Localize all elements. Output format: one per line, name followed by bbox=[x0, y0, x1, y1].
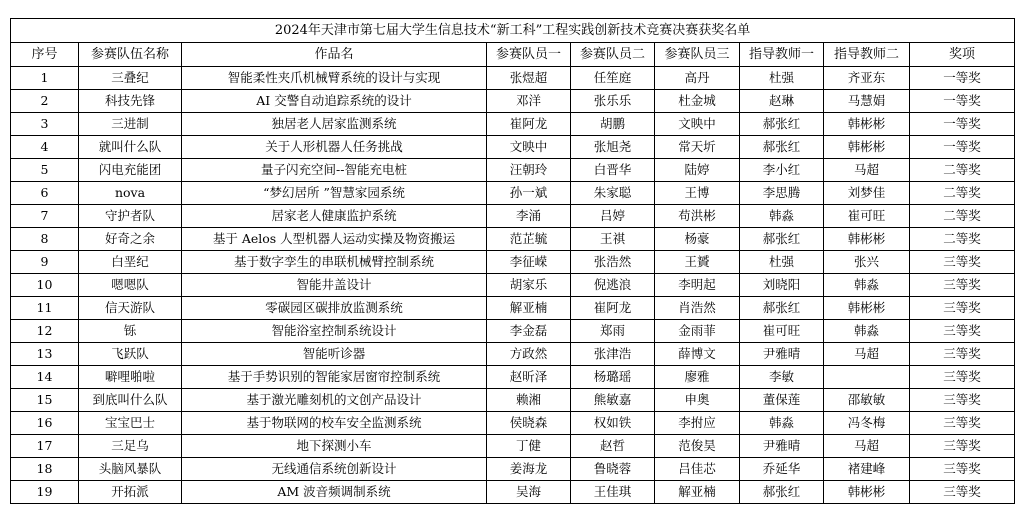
award-cell: 三等奖 bbox=[910, 297, 1015, 320]
advisor-1-cell: 尹雅晴 bbox=[740, 435, 824, 458]
member-1-cell: 赖湘 bbox=[487, 389, 571, 412]
member-3-cell: 王贇 bbox=[655, 251, 740, 274]
table-body bbox=[11, 67, 1015, 504]
index-cell: 8 bbox=[11, 228, 79, 251]
index-cell: 17 bbox=[11, 435, 79, 458]
award-cell: 二等奖 bbox=[910, 182, 1015, 205]
team-name-cell: 宝宝巴士 bbox=[79, 412, 182, 435]
advisor-1-cell: 赵琳 bbox=[740, 90, 824, 113]
work-title-cell: 智能听诊器 bbox=[182, 343, 487, 366]
award-cell: 一等奖 bbox=[910, 90, 1015, 113]
member-2-cell: 张津浩 bbox=[571, 343, 655, 366]
advisor-1-cell: 李思腾 bbox=[740, 182, 824, 205]
member-3-cell: 吕佳芯 bbox=[655, 458, 740, 481]
advisor-1-cell: 尹雅晴 bbox=[740, 343, 824, 366]
work-title-cell: “梦幻居所 ”智慧家园系统 bbox=[182, 182, 487, 205]
member-3-cell: 文映中 bbox=[655, 113, 740, 136]
member-3-cell: 杜金城 bbox=[655, 90, 740, 113]
award-cell: 三等奖 bbox=[910, 274, 1015, 297]
member-1-cell: 孙一斌 bbox=[487, 182, 571, 205]
member-3-cell: 解亚楠 bbox=[655, 481, 740, 504]
advisor-1-cell: 郝张红 bbox=[740, 228, 824, 251]
member-2-cell: 白晋华 bbox=[571, 159, 655, 182]
team-name-cell: 三足乌 bbox=[79, 435, 182, 458]
member-2-cell: 赵哲 bbox=[571, 435, 655, 458]
table-row bbox=[11, 205, 1015, 228]
index-cell: 6 bbox=[11, 182, 79, 205]
advisor-1-cell: 杜强 bbox=[740, 251, 824, 274]
advisor-1-cell: 郝张红 bbox=[740, 113, 824, 136]
column-header-work: 作品名 bbox=[182, 43, 487, 67]
member-2-cell: 倪逃浪 bbox=[571, 274, 655, 297]
member-3-cell: 苟洪彬 bbox=[655, 205, 740, 228]
award-cell: 三等奖 bbox=[910, 435, 1015, 458]
member-2-cell: 熊敏嘉 bbox=[571, 389, 655, 412]
table-row bbox=[11, 458, 1015, 481]
column-header-member-3: 参赛队员三 bbox=[655, 43, 740, 67]
member-3-cell: 范俊昊 bbox=[655, 435, 740, 458]
team-name-cell: 到底叫什么队 bbox=[79, 389, 182, 412]
table-row bbox=[11, 90, 1015, 113]
index-cell: 19 bbox=[11, 481, 79, 504]
team-name-cell: 好奇之余 bbox=[79, 228, 182, 251]
advisor-1-cell: 郝张红 bbox=[740, 297, 824, 320]
advisor-1-cell: 李小红 bbox=[740, 159, 824, 182]
award-cell: 二等奖 bbox=[910, 228, 1015, 251]
member-1-cell: 吴海 bbox=[487, 481, 571, 504]
member-1-cell: 张煜超 bbox=[487, 67, 571, 90]
table-row bbox=[11, 343, 1015, 366]
index-cell: 14 bbox=[11, 366, 79, 389]
member-1-cell: 邓洋 bbox=[487, 90, 571, 113]
index-cell: 7 bbox=[11, 205, 79, 228]
index-cell: 2 bbox=[11, 90, 79, 113]
team-name-cell: 闪电充能团 bbox=[79, 159, 182, 182]
member-3-cell: 薛博文 bbox=[655, 343, 740, 366]
member-3-cell: 李明起 bbox=[655, 274, 740, 297]
member-2-cell: 郑雨 bbox=[571, 320, 655, 343]
team-name-cell: 三进制 bbox=[79, 113, 182, 136]
member-3-cell: 高丹 bbox=[655, 67, 740, 90]
member-1-cell: 侯晓森 bbox=[487, 412, 571, 435]
award-cell: 二等奖 bbox=[910, 205, 1015, 228]
table-row bbox=[11, 435, 1015, 458]
award-cell: 三等奖 bbox=[910, 389, 1015, 412]
advisor-2-cell: 韩淼 bbox=[824, 320, 910, 343]
table-row bbox=[11, 182, 1015, 205]
member-2-cell: 王祺 bbox=[571, 228, 655, 251]
title-row bbox=[11, 19, 1015, 43]
work-title-cell: 零碳园区碳排放监测系统 bbox=[182, 297, 487, 320]
member-2-cell: 张旭尧 bbox=[571, 136, 655, 159]
work-title-cell: 智能柔性夹爪机械臂系统的设计与实现 bbox=[182, 67, 487, 90]
advisor-1-cell: 乔延华 bbox=[740, 458, 824, 481]
index-cell: 10 bbox=[11, 274, 79, 297]
work-title-cell: AM 波音频调制系统 bbox=[182, 481, 487, 504]
table-row bbox=[11, 136, 1015, 159]
advisor-2-cell: 韩彬彬 bbox=[824, 113, 910, 136]
team-name-cell: 噼哩啪啦 bbox=[79, 366, 182, 389]
advisor-1-cell: 韩淼 bbox=[740, 205, 824, 228]
member-1-cell: 范芷毓 bbox=[487, 228, 571, 251]
index-cell: 9 bbox=[11, 251, 79, 274]
award-table bbox=[10, 18, 1015, 504]
member-3-cell: 杨豪 bbox=[655, 228, 740, 251]
advisor-2-cell: 韩彬彬 bbox=[824, 481, 910, 504]
index-cell: 13 bbox=[11, 343, 79, 366]
member-3-cell: 金雨菲 bbox=[655, 320, 740, 343]
award-list-sheet bbox=[10, 18, 1014, 504]
advisor-2-cell: 齐亚东 bbox=[824, 67, 910, 90]
member-2-cell: 张乐乐 bbox=[571, 90, 655, 113]
member-2-cell: 崔阿龙 bbox=[571, 297, 655, 320]
table-row bbox=[11, 113, 1015, 136]
member-3-cell: 李拊应 bbox=[655, 412, 740, 435]
member-2-cell: 张浩然 bbox=[571, 251, 655, 274]
advisor-2-cell: 马超 bbox=[824, 159, 910, 182]
work-title-cell: 基于 Aelos 人型机器人运动实操及物资搬运 bbox=[182, 228, 487, 251]
column-header-advisor-1: 指导教师一 bbox=[740, 43, 824, 67]
work-title-cell: 基于手势识别的智能家居窗帘控制系统 bbox=[182, 366, 487, 389]
member-1-cell: 汪朝玲 bbox=[487, 159, 571, 182]
table-row bbox=[11, 67, 1015, 90]
team-name-cell: 信天游队 bbox=[79, 297, 182, 320]
advisor-1-cell: 杜强 bbox=[740, 67, 824, 90]
column-header-advisor-2: 指导教师二 bbox=[824, 43, 910, 67]
advisor-2-cell: 冯冬梅 bbox=[824, 412, 910, 435]
member-3-cell: 廖雅 bbox=[655, 366, 740, 389]
team-name-cell: 就叫什么队 bbox=[79, 136, 182, 159]
award-cell: 三等奖 bbox=[910, 412, 1015, 435]
table-row bbox=[11, 228, 1015, 251]
work-title-cell: 地下探测小车 bbox=[182, 435, 487, 458]
table-row bbox=[11, 481, 1015, 504]
index-cell: 12 bbox=[11, 320, 79, 343]
member-3-cell: 陆婷 bbox=[655, 159, 740, 182]
team-name-cell: nova bbox=[79, 182, 182, 205]
work-title-cell: 基于物联网的校车安全监测系统 bbox=[182, 412, 487, 435]
table-row bbox=[11, 274, 1015, 297]
member-1-cell: 崔阿龙 bbox=[487, 113, 571, 136]
index-cell: 1 bbox=[11, 67, 79, 90]
team-name-cell: 科技先锋 bbox=[79, 90, 182, 113]
advisor-2-cell: 褚建峰 bbox=[824, 458, 910, 481]
member-1-cell: 文映中 bbox=[487, 136, 571, 159]
table-title: 2024年天津市第七届大学生信息技术“新工科”工程实践创新技术竞赛决赛获奖名单 bbox=[11, 19, 1015, 43]
table-row bbox=[11, 389, 1015, 412]
team-name-cell: 铄 bbox=[79, 320, 182, 343]
member-3-cell: 王博 bbox=[655, 182, 740, 205]
column-header-member-2: 参赛队员二 bbox=[571, 43, 655, 67]
advisor-2-cell: 马超 bbox=[824, 343, 910, 366]
column-header-award: 奖项 bbox=[910, 43, 1015, 67]
advisor-2-cell: 刘梦佳 bbox=[824, 182, 910, 205]
member-1-cell: 姜海龙 bbox=[487, 458, 571, 481]
award-cell: 三等奖 bbox=[910, 481, 1015, 504]
member-1-cell: 李金磊 bbox=[487, 320, 571, 343]
award-cell: 二等奖 bbox=[910, 159, 1015, 182]
advisor-1-cell: 李敏 bbox=[740, 366, 824, 389]
team-name-cell: 三叠纪 bbox=[79, 67, 182, 90]
work-title-cell: 基于数字孪生的串联机械臂控制系统 bbox=[182, 251, 487, 274]
team-name-cell: 守护者队 bbox=[79, 205, 182, 228]
table-row bbox=[11, 251, 1015, 274]
member-2-cell: 杨璐瑶 bbox=[571, 366, 655, 389]
member-1-cell: 解亚楠 bbox=[487, 297, 571, 320]
member-2-cell: 胡鹏 bbox=[571, 113, 655, 136]
award-cell: 三等奖 bbox=[910, 251, 1015, 274]
advisor-1-cell: 董保莲 bbox=[740, 389, 824, 412]
team-name-cell: 头脑风暴队 bbox=[79, 458, 182, 481]
award-cell: 三等奖 bbox=[910, 343, 1015, 366]
award-cell: 一等奖 bbox=[910, 67, 1015, 90]
advisor-2-cell: 邵敏敏 bbox=[824, 389, 910, 412]
advisor-1-cell: 崔可旺 bbox=[740, 320, 824, 343]
advisor-2-cell: 张兴 bbox=[824, 251, 910, 274]
award-cell: 三等奖 bbox=[910, 366, 1015, 389]
advisor-2-cell: 韩淼 bbox=[824, 274, 910, 297]
table-row bbox=[11, 159, 1015, 182]
member-3-cell: 申奥 bbox=[655, 389, 740, 412]
team-name-cell: 开拓派 bbox=[79, 481, 182, 504]
advisor-2-cell: 韩彬彬 bbox=[824, 228, 910, 251]
member-1-cell: 丁健 bbox=[487, 435, 571, 458]
work-title-cell: 居家老人健康监护系统 bbox=[182, 205, 487, 228]
advisor-1-cell: 郝张红 bbox=[740, 136, 824, 159]
member-1-cell: 赵昕泽 bbox=[487, 366, 571, 389]
award-cell: 三等奖 bbox=[910, 320, 1015, 343]
table-row bbox=[11, 412, 1015, 435]
table-row bbox=[11, 297, 1015, 320]
column-header-member-1: 参赛队员一 bbox=[487, 43, 571, 67]
work-title-cell: 独居老人居家监测系统 bbox=[182, 113, 487, 136]
advisor-2-cell: 崔可旺 bbox=[824, 205, 910, 228]
award-cell: 三等奖 bbox=[910, 458, 1015, 481]
work-title-cell: 智能浴室控制系统设计 bbox=[182, 320, 487, 343]
work-title-cell: 量子闪充空间--智能充电桩 bbox=[182, 159, 487, 182]
member-2-cell: 吕婷 bbox=[571, 205, 655, 228]
member-2-cell: 鲁晓蓉 bbox=[571, 458, 655, 481]
member-2-cell: 王佳琪 bbox=[571, 481, 655, 504]
member-1-cell: 胡家乐 bbox=[487, 274, 571, 297]
advisor-2-cell: 马超 bbox=[824, 435, 910, 458]
work-title-cell: 关于人形机器人任务挑战 bbox=[182, 136, 487, 159]
member-2-cell: 权如铁 bbox=[571, 412, 655, 435]
award-cell: 一等奖 bbox=[910, 136, 1015, 159]
column-header-index: 序号 bbox=[11, 43, 79, 67]
index-cell: 11 bbox=[11, 297, 79, 320]
member-1-cell: 李征嵘 bbox=[487, 251, 571, 274]
member-3-cell: 肖浩然 bbox=[655, 297, 740, 320]
team-name-cell: 嗯嗯队 bbox=[79, 274, 182, 297]
work-title-cell: 智能井盖设计 bbox=[182, 274, 487, 297]
index-cell: 5 bbox=[11, 159, 79, 182]
column-header-team: 参赛队伍名称 bbox=[79, 43, 182, 67]
advisor-2-cell: 马慧娟 bbox=[824, 90, 910, 113]
award-cell: 一等奖 bbox=[910, 113, 1015, 136]
index-cell: 16 bbox=[11, 412, 79, 435]
work-title-cell: AI 交警自动追踪系统的设计 bbox=[182, 90, 487, 113]
member-2-cell: 朱家聪 bbox=[571, 182, 655, 205]
header-row bbox=[11, 43, 1015, 67]
member-2-cell: 任笙庭 bbox=[571, 67, 655, 90]
table-row bbox=[11, 366, 1015, 389]
team-name-cell: 飞跃队 bbox=[79, 343, 182, 366]
advisor-2-cell: 韩彬彬 bbox=[824, 297, 910, 320]
index-cell: 15 bbox=[11, 389, 79, 412]
work-title-cell: 无线通信系统创新设计 bbox=[182, 458, 487, 481]
index-cell: 18 bbox=[11, 458, 79, 481]
team-name-cell: 白垩纪 bbox=[79, 251, 182, 274]
work-title-cell: 基于激光雕刻机的文创产品设计 bbox=[182, 389, 487, 412]
index-cell: 3 bbox=[11, 113, 79, 136]
advisor-2-cell: 韩彬彬 bbox=[824, 136, 910, 159]
advisor-1-cell: 韩淼 bbox=[740, 412, 824, 435]
member-3-cell: 常天圻 bbox=[655, 136, 740, 159]
member-1-cell: 李涌 bbox=[487, 205, 571, 228]
advisor-1-cell: 刘晓阳 bbox=[740, 274, 824, 297]
advisor-2-cell bbox=[824, 366, 910, 389]
advisor-1-cell: 郝张红 bbox=[740, 481, 824, 504]
table-row bbox=[11, 320, 1015, 343]
index-cell: 4 bbox=[11, 136, 79, 159]
member-1-cell: 方政然 bbox=[487, 343, 571, 366]
